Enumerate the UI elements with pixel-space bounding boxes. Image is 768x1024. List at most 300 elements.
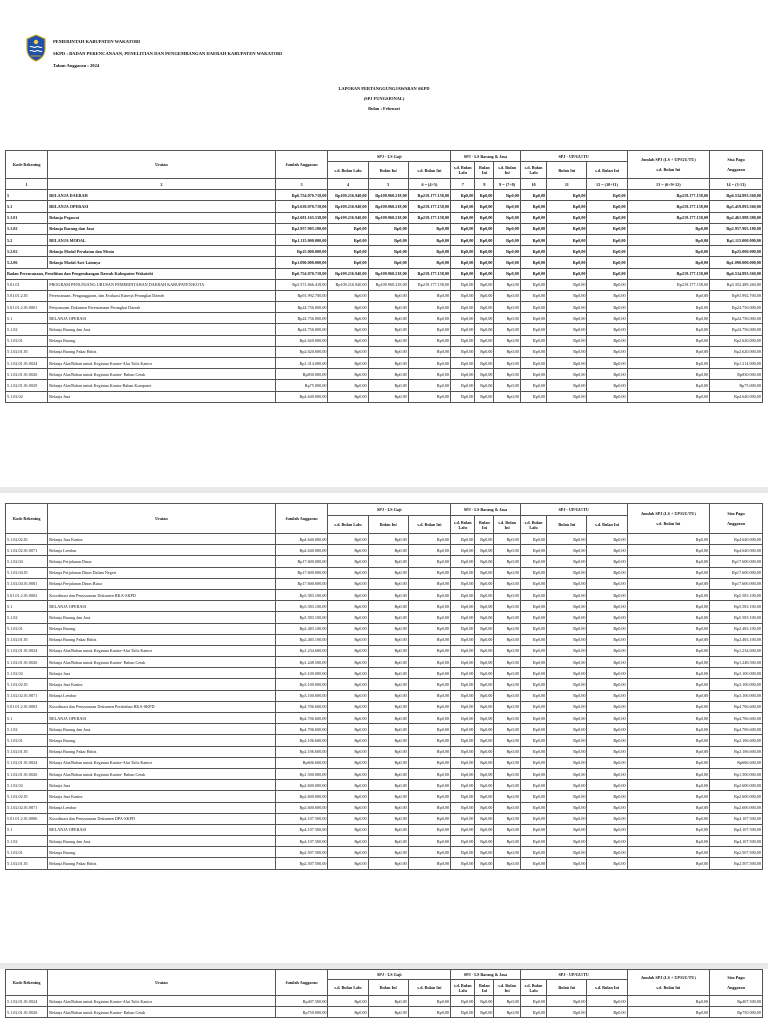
row-value: Rp109.960.218,00 (368, 190, 408, 201)
wakatobi-emblem-icon (25, 34, 47, 62)
row-value: Rp606.600,00 (710, 757, 763, 768)
row-value: Rp0,00 (328, 802, 368, 813)
row-value: Rp0,00 (587, 791, 627, 802)
row-value: Rp3.100.000,00 (710, 690, 763, 701)
row-value: Rp0,00 (627, 768, 709, 779)
row-value: Rp0,00 (328, 645, 368, 656)
row-value: Rp0,00 (587, 858, 627, 869)
row-value: Rp0,00 (494, 545, 520, 556)
row-value: Rp219.177.158,00 (627, 279, 709, 290)
row-value: Rp0,00 (328, 757, 368, 768)
table-row (6, 780, 763, 791)
row-kode: 5.1.02.02 (6, 391, 48, 402)
row-kode: 5.01.01.2.01.0003 (6, 701, 48, 712)
row-value: Rp0,00 (547, 201, 587, 212)
row-value: Rp0,00 (494, 279, 520, 290)
row-value: Rp0,00 (368, 847, 408, 858)
header-gaji-bulan-ini: Bulan Ini (368, 516, 408, 534)
row-value: Rp0,00 (475, 746, 494, 757)
row-value: Rp0,00 (451, 369, 475, 380)
row-value: Rp0,00 (451, 545, 475, 556)
row-value: Rp4.107.500,00 (275, 813, 328, 824)
row-kode: 5.01.01.2.01.0002 (6, 589, 48, 600)
row-value: Rp0,00 (587, 313, 627, 324)
row-value: Rp109.216.940,00 (328, 201, 368, 212)
row-value: Rp0,00 (494, 335, 520, 346)
row-value: Rp0,00 (475, 847, 494, 858)
row-value: Rp0,00 (475, 324, 494, 335)
row-value: Rp0,00 (587, 657, 627, 668)
row-value: Rp0,00 (547, 645, 587, 656)
row-uraian: Koordinasi dan Penyusunan Dokumen DPA-SKPD (48, 813, 275, 824)
header-barang-sd-lalu (451, 516, 475, 534)
row-value: Rp0,00 (627, 589, 709, 600)
row-value: Rp0,00 (451, 324, 475, 335)
row-uraian: Koordinasi dan Penyusunan Dokumen Perubahan RKA-SKPD (48, 701, 275, 712)
row-value: Rp2.507.500,00 (275, 847, 328, 858)
row-value: Rp0,00 (494, 847, 520, 858)
column-index: 5 (368, 179, 408, 190)
row-uraian: Belanja Barang Pakai Habis (48, 634, 275, 645)
header-kode: Kode Rekening (6, 970, 48, 996)
row-kode: 5.1.02.02.01.0071 (6, 802, 48, 813)
header-anggaran: Jumlah Anggaran (275, 151, 328, 179)
row-value: Rp0,00 (328, 768, 368, 779)
row-value: Rp0,00 (547, 556, 587, 567)
row-kode: 5.1.02.01 (6, 847, 48, 858)
row-value: Rp0,00 (451, 735, 475, 746)
government-name: PEMERINTAH KABUPATEN WAKATOBI (53, 39, 141, 44)
header-up-sd-ini: s.d. Bulan Ini (587, 980, 627, 996)
row-value: Rp0,00 (547, 713, 587, 724)
row-value: Rp0,00 (587, 601, 627, 612)
row-kode: 5.1.01 (6, 212, 48, 223)
row-value: Rp0,00 (627, 1007, 709, 1018)
header-up-sd-lalu (520, 516, 546, 534)
row-value: Rp17.600.000,00 (710, 578, 763, 589)
row-value: Rp25.000.000,00 (275, 246, 328, 257)
table-row (6, 290, 763, 301)
row-value: Rp0,00 (368, 668, 408, 679)
row-value: Rp0,00 (368, 802, 408, 813)
table-row (6, 358, 763, 369)
row-value: Rp0,00 (475, 358, 494, 369)
row-value: Rp0,00 (475, 313, 494, 324)
table-row (6, 847, 763, 858)
row-value: Rp0,00 (328, 313, 368, 324)
table-row (6, 346, 763, 357)
row-value: Rp0,00 (587, 346, 627, 357)
row-value: Rp0,00 (475, 223, 494, 234)
row-value: Rp2.620.000,00 (275, 335, 328, 346)
row-value: Rp0,00 (451, 257, 475, 268)
row-value: Rp0,00 (587, 668, 627, 679)
row-kode: 5.1.02 (6, 223, 48, 234)
row-value: Rp0,00 (451, 190, 475, 201)
header-barang-bulan-ini (475, 162, 494, 179)
row-value: Rp0,00 (475, 791, 494, 802)
table-row (6, 380, 763, 391)
row-value: Rp0,00 (587, 268, 627, 279)
row-value: Rp0,00 (627, 257, 709, 268)
header-jumlah-label: Jumlah SPJ (LS + UP/GU/TU) (640, 157, 696, 162)
table-row (6, 791, 763, 802)
row-value: Rp0,00 (547, 768, 587, 779)
header-gaji-sd-ini: s.d. Bulan Ini (408, 980, 450, 996)
header-jumlah-sub: s.d. Bulan Ini (656, 167, 681, 172)
row-value: Rp0,00 (475, 268, 494, 279)
row-value: Rp0,00 (587, 623, 627, 634)
row-value: Rp0,00 (627, 313, 709, 324)
row-kode: 5.01.01.2.01.0001 (6, 302, 48, 313)
column-index: 13 = (6+9+12) (627, 179, 709, 190)
row-value: Rp4.640.000,00 (275, 391, 328, 402)
row-value: Rp0,00 (520, 212, 546, 223)
row-kode: 5.1 (6, 601, 48, 612)
row-value: Rp0,00 (520, 578, 546, 589)
row-value: Rp1.248.500,00 (710, 657, 763, 668)
row-value: Rp2.620.000,00 (710, 346, 763, 357)
row-value: Rp0,00 (520, 223, 546, 234)
row-value: Rp0,00 (627, 534, 709, 545)
row-value: Rp0,00 (494, 589, 520, 600)
row-value: Rp0,00 (475, 836, 494, 847)
table-row (6, 735, 763, 746)
row-value: Rp0,00 (451, 212, 475, 223)
row-value: Rp0,00 (520, 679, 546, 690)
row-value: Rp0,00 (408, 858, 450, 869)
row-kode: 5.1 (6, 201, 48, 212)
row-value: Rp0,00 (520, 996, 546, 1007)
row-kode: 5.1.02 (6, 724, 48, 735)
row-value: Rp0,00 (494, 234, 520, 245)
row-value: Rp0,00 (368, 380, 408, 391)
row-value: Rp0,00 (627, 780, 709, 791)
row-value: Rp0,00 (547, 223, 587, 234)
row-value: Rp0,00 (451, 645, 475, 656)
row-value: Rp5.583.100,00 (275, 612, 328, 623)
row-value: Rp0,00 (547, 369, 587, 380)
row-value: Rp0,00 (368, 791, 408, 802)
row-value: Rp3.100.000,00 (275, 690, 328, 701)
row-value: Rp0,00 (547, 290, 587, 301)
row-value: Rp0,00 (520, 858, 546, 869)
table-row (6, 534, 763, 545)
row-uraian: PROGRAM PENUNJANG URUSAN PEMERINTAHAN DAERAH KABUPATEN/KOTA (48, 279, 275, 290)
row-value: Rp2.681.165.538,00 (275, 212, 328, 223)
row-value: Rp0,00 (627, 724, 709, 735)
row-value: Rp0,00 (627, 380, 709, 391)
row-value: Rp0,00 (520, 190, 546, 201)
row-value: Rp0,00 (627, 791, 709, 802)
row-kode: 5.1.02.01.01 (6, 746, 48, 757)
row-value: Rp0,00 (368, 780, 408, 791)
row-kode: 5.2.06 (6, 257, 48, 268)
row-value: Rp0,00 (547, 724, 587, 735)
header-text: s.d. Bulan (498, 519, 517, 525)
row-uraian: BELANJA OPERASI (48, 201, 275, 212)
row-value: Rp0,00 (520, 791, 546, 802)
row-value: Rp0,00 (494, 391, 520, 402)
row-value: Rp5.583.100,00 (275, 589, 328, 600)
header-gaji-sd-lalu: s.d. Bulan Lalu (328, 162, 368, 179)
row-value: Rp0,00 (547, 690, 587, 701)
row-value: Rp17.600.000,00 (275, 556, 328, 567)
row-value: Rp0,00 (408, 601, 450, 612)
row-uraian: Belanja Alat/Bahan untuk Kegiatan Kantor-Alat Tulis Kantor (48, 757, 275, 768)
row-value: Rp0,00 (451, 791, 475, 802)
header-text: Bulan (479, 165, 490, 170)
row-value: Rp0,00 (368, 556, 408, 567)
row-value: Rp0,00 (451, 302, 475, 313)
row-value: Rp2.600.000,00 (710, 780, 763, 791)
row-value: Rp0,00 (475, 724, 494, 735)
row-value: Rp0,00 (408, 791, 450, 802)
table-row (6, 313, 763, 324)
row-kode: 5.1.02.02.01 (6, 791, 48, 802)
row-value: Rp0,00 (368, 996, 408, 1007)
row-value: Rp0,00 (520, 813, 546, 824)
row-value: Rp0,00 (451, 757, 475, 768)
header-barang-sd-ini (494, 516, 520, 534)
row-value: Rp0,00 (494, 346, 520, 357)
row-value: Rp0,00 (451, 335, 475, 346)
spj-table-page-3 (5, 969, 763, 1018)
header-gaji-bulan-ini: Bulan Ini (368, 162, 408, 179)
row-value: Rp6.754.070.718,00 (275, 190, 328, 201)
table-row (6, 996, 763, 1007)
row-value: Rp2.483.100,00 (710, 623, 763, 634)
row-value: Rp5.583.100,00 (275, 601, 328, 612)
header-text: s.d. Bulan (453, 165, 472, 170)
row-value: Rp0,00 (627, 335, 709, 346)
column-index: 1 (6, 179, 48, 190)
table-row (6, 246, 763, 257)
table-row (6, 268, 763, 279)
row-value: Rp0,00 (451, 234, 475, 245)
header-sisa-pagu (710, 970, 763, 996)
row-value: Rp5.583.100,00 (710, 601, 763, 612)
row-kode: 5.01.01.2.01.0006 (6, 813, 48, 824)
header-up-gu-tu: SPJ - UP/GU/TU (520, 504, 627, 516)
header-up-sd-ini: s.d. Bulan Ini (587, 162, 627, 179)
row-value: Rp0,00 (475, 279, 494, 290)
row-value: Rp219.177.158,00 (627, 212, 709, 223)
row-value: Rp0,00 (627, 858, 709, 869)
row-value: Rp0,00 (494, 701, 520, 712)
table-row (6, 858, 763, 869)
row-value: Rp0,00 (408, 802, 450, 813)
row-value: Rp0,00 (475, 369, 494, 380)
row-value: Rp830.000,00 (275, 369, 328, 380)
header-up-gu-tu: SPJ - UP/GU/TU (520, 151, 627, 162)
row-value: Rp1.500.000,00 (275, 768, 328, 779)
row-value: Rp0,00 (328, 324, 368, 335)
header-jumlah-sub: s.d. Bulan Ini (656, 521, 681, 526)
table-row (6, 645, 763, 656)
row-value: Rp0,00 (368, 657, 408, 668)
row-value: Rp0,00 (494, 358, 520, 369)
row-value: Rp0,00 (408, 768, 450, 779)
table-row (6, 190, 763, 201)
row-value: Rp0,00 (520, 556, 546, 567)
column-index: 9 = (7+8) (494, 179, 520, 190)
row-kode: 5.1.02.02 (6, 780, 48, 791)
row-value: Rp0,00 (587, 391, 627, 402)
report-page-2 (0, 493, 768, 963)
row-value: Rp2.600.000,00 (710, 802, 763, 813)
header-text: s.d. Bulan (453, 519, 472, 525)
row-value: Rp0,00 (451, 380, 475, 391)
header-ls-gaji: SPJ - LS Gaji (328, 151, 451, 162)
header-uraian: Uraian (48, 970, 275, 996)
row-value: Rp0,00 (368, 324, 408, 335)
column-index: 11 (547, 179, 587, 190)
row-value: Rp0,00 (494, 802, 520, 813)
row-kode: 5.1.02.01.01.0024 (6, 996, 48, 1007)
row-value: Rp2.600.000,00 (275, 791, 328, 802)
row-value: Rp0,00 (475, 567, 494, 578)
row-value: Rp0,00 (520, 545, 546, 556)
row-value: Rp5.583.100,00 (710, 612, 763, 623)
row-value: Rp2.106.600,00 (710, 735, 763, 746)
row-value: Rp0,00 (475, 556, 494, 567)
row-value: Rp0,00 (368, 290, 408, 301)
row-uraian: Belanja Barang Pakai Habis (48, 858, 275, 869)
row-value: Rp0,00 (328, 391, 368, 402)
row-value: Rp0,00 (408, 735, 450, 746)
header-sisa-sub: Anggaran (727, 167, 745, 172)
column-index: 14 = (3-13) (710, 179, 763, 190)
report-subtitle: (SPJ FUNGSIONAL) (363, 96, 405, 101)
row-value: Rp0,00 (587, 746, 627, 757)
row-value: Rp0,00 (520, 257, 546, 268)
row-value: Rp0,00 (494, 246, 520, 257)
row-value: Rp0,00 (368, 690, 408, 701)
row-value: Rp1.115.000.000,00 (275, 234, 328, 245)
table-row (6, 713, 763, 724)
row-value: Rp0,00 (587, 246, 627, 257)
column-index-row (6, 179, 763, 190)
row-value: Rp0,00 (547, 657, 587, 668)
row-value: Rp0,00 (451, 589, 475, 600)
row-value: Rp0,00 (328, 996, 368, 1007)
row-uraian: Koordinasi dan Penyusunan Dokumen RKA-SKPD (48, 589, 275, 600)
row-kode: 5.2.02 (6, 246, 48, 257)
header-sisa-label: Sisa Pagu (727, 157, 745, 162)
row-value: Rp0,00 (408, 346, 450, 357)
row-value: Rp25.000.000,00 (710, 246, 763, 257)
row-value: Rp0,00 (494, 996, 520, 1007)
row-value: Rp0,00 (520, 713, 546, 724)
row-value: Rp3.571.666.418,00 (275, 279, 328, 290)
table-row (6, 601, 763, 612)
row-value: Rp2.507.500,00 (275, 858, 328, 869)
row-value: Rp0,00 (328, 824, 368, 835)
row-uraian: Belanja Barang (48, 735, 275, 746)
row-uraian: Belanja Alat/Bahan untuk Kegiatan Kantor- Bahan Cetak (48, 369, 275, 380)
row-value: Rp109.216.940,00 (328, 279, 368, 290)
row-value: Rp0,00 (368, 1007, 408, 1018)
row-value: Rp0,00 (627, 346, 709, 357)
row-value: Rp0,00 (408, 313, 450, 324)
table-row (6, 746, 763, 757)
row-value: Rp0,00 (408, 324, 450, 335)
row-uraian: BELANJA OPERASI (48, 601, 275, 612)
row-value: Rp0,00 (328, 1007, 368, 1018)
row-value: Rp0,00 (368, 545, 408, 556)
row-value: Rp91.992.700,00 (710, 290, 763, 301)
row-value: Rp0,00 (451, 279, 475, 290)
row-value: Rp91.992.700,00 (275, 290, 328, 301)
header-jumlah-label: Jumlah SPJ (LS + UP/GU/TU) (640, 975, 696, 980)
row-uraian: Belanja Alat/Bahan untuk Kegiatan Kantor- Bahan Cetak (48, 657, 275, 668)
row-value: Rp0,00 (475, 212, 494, 223)
row-value: Rp0,00 (627, 735, 709, 746)
row-kode: 5.01.01.2.01 (6, 290, 48, 301)
row-value: Rp0,00 (547, 802, 587, 813)
table-row (6, 724, 763, 735)
row-value: Rp75.000,00 (275, 380, 328, 391)
row-value: Rp0,00 (451, 246, 475, 257)
row-value: Rp0,00 (494, 380, 520, 391)
header-text: Bulan (479, 519, 490, 525)
row-kode: 5.1 (6, 824, 48, 835)
table-row (6, 623, 763, 634)
row-value: Rp0,00 (451, 996, 475, 1007)
row-value: Rp0,00 (328, 302, 368, 313)
row-value: Rp17.600.000,00 (710, 556, 763, 567)
row-value: Rp0,00 (328, 545, 368, 556)
table-row (6, 212, 763, 223)
row-value: Rp0,00 (451, 623, 475, 634)
row-kode: 5.1.02.01.01 (6, 346, 48, 357)
row-value: Rp3.100.000,00 (710, 679, 763, 690)
row-value: Rp0,00 (520, 380, 546, 391)
row-value: Rp1.234.600,00 (710, 645, 763, 656)
row-value: Rp0,00 (547, 813, 587, 824)
row-value: Rp0,00 (451, 713, 475, 724)
row-value: Rp0,00 (328, 735, 368, 746)
table-row (6, 578, 763, 589)
row-value: Rp0,00 (494, 858, 520, 869)
table-row (6, 302, 763, 313)
row-value: Rp0,00 (627, 657, 709, 668)
row-value: Rp0,00 (451, 556, 475, 567)
row-value: Rp0,00 (451, 534, 475, 545)
row-uraian: Belanja Alat/Bahan untuk Kegiatan Kantor- Bahan Cetak (48, 1007, 275, 1018)
row-value: Rp0,00 (475, 234, 494, 245)
row-value: Rp0,00 (494, 824, 520, 835)
row-uraian: Belanja Alat/Bahan untuk Kegiatan Kantor-Alat Tulis Kantor (48, 645, 275, 656)
row-kode: 5.1.02.01.01 (6, 634, 48, 645)
row-value: Rp0,00 (520, 534, 546, 545)
row-value: Rp0,00 (368, 313, 408, 324)
row-uraian: Belanja Jasa (48, 668, 275, 679)
row-value: Rp0,00 (328, 346, 368, 357)
row-value: Rp0,00 (475, 290, 494, 301)
row-value: Rp0,00 (587, 757, 627, 768)
row-kode: 5.1.02.04 (6, 556, 48, 567)
row-value: Rp0,00 (627, 246, 709, 257)
row-value: Rp0,00 (627, 234, 709, 245)
row-value: Rp0,00 (494, 324, 520, 335)
header-uraian: Uraian (48, 504, 275, 534)
row-value: Rp0,00 (475, 668, 494, 679)
row-value: Rp0,00 (587, 212, 627, 223)
row-value: Rp0,00 (408, 335, 450, 346)
row-value: Rp219.177.158,00 (408, 212, 450, 223)
